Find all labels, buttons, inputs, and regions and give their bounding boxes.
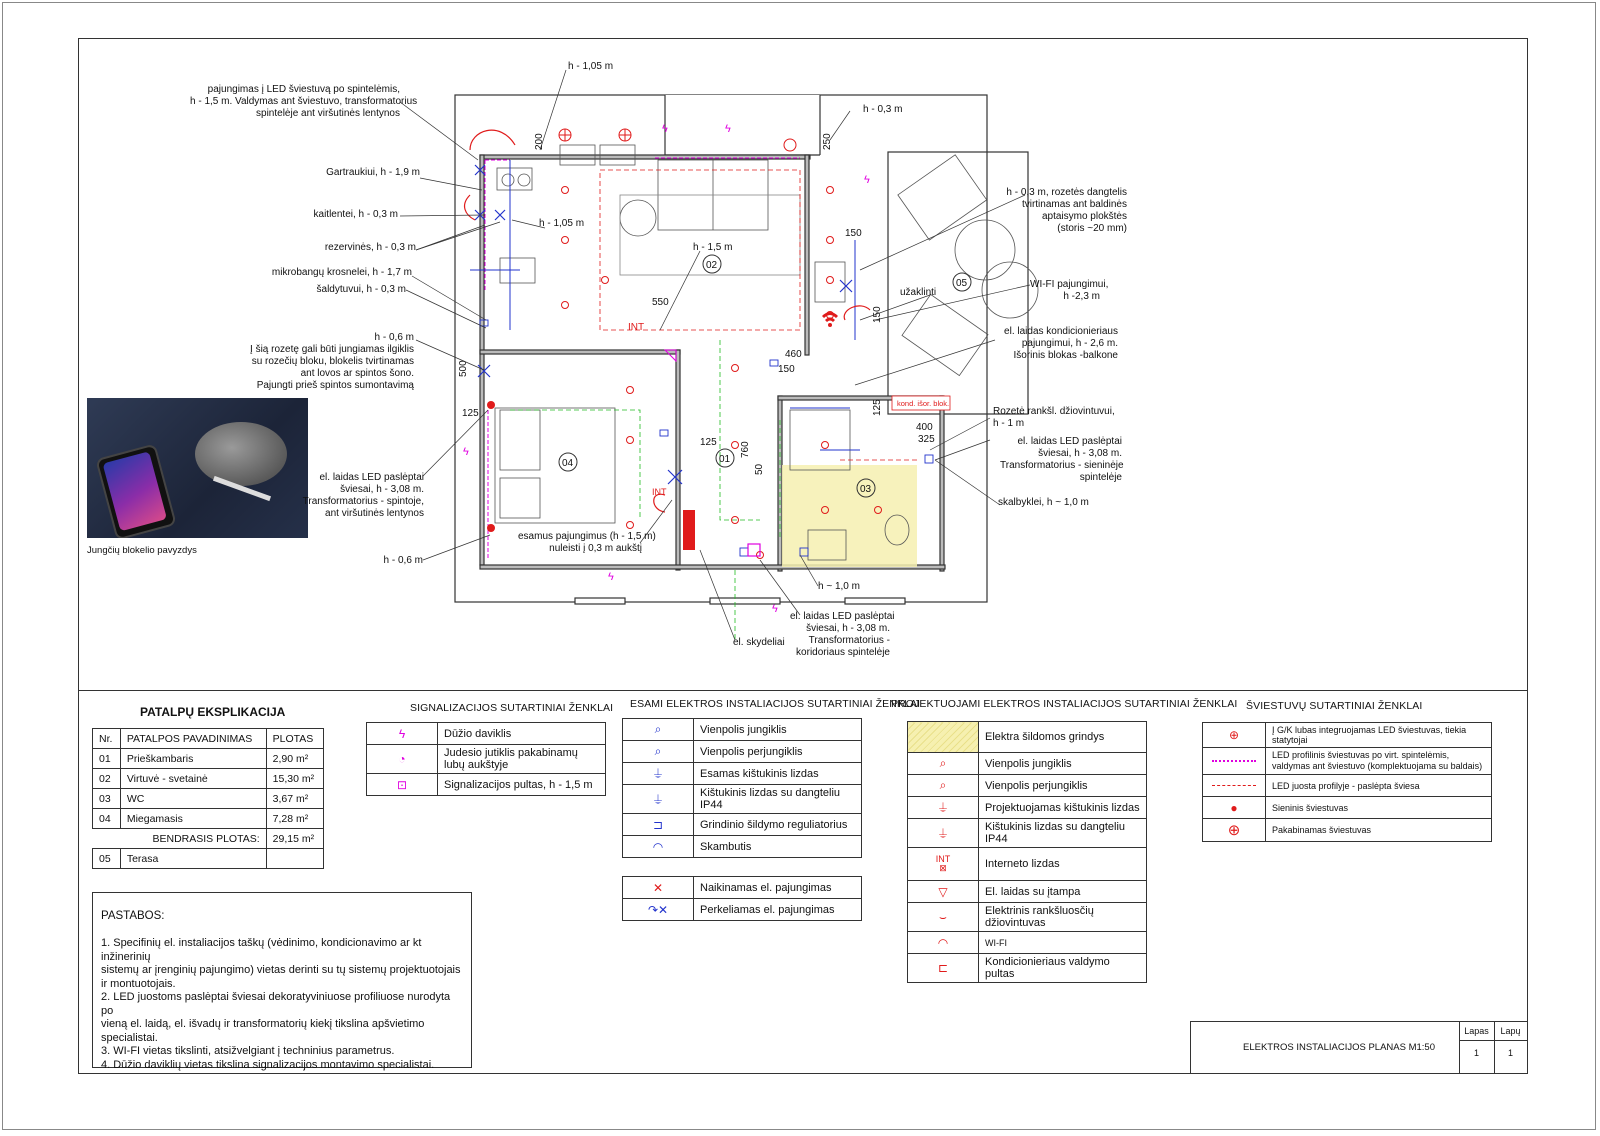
notes-box (92, 892, 472, 1071)
annotation-el-laidas-bottom: el. laidas LED paslėptai šviesai, h - 3,08 m. Transformatorius - koridoriaus spintelėje (790, 611, 895, 658)
svg-text:50: 50 (754, 463, 765, 475)
towel-dryer-icon: ⌣ (908, 903, 979, 932)
svg-text:500: 500 (458, 360, 469, 377)
total-label: BENDRASIS PLOTAS: (93, 829, 267, 849)
int-socket-label: INT (628, 322, 645, 333)
legend-row (623, 763, 862, 785)
cell-nr: 01 (93, 749, 121, 769)
two-way-switch-icon: ⌕ (623, 741, 694, 763)
svg-text:125: 125 (700, 437, 717, 448)
legend-label: Interneto lizdas (979, 848, 1147, 881)
legend-label: Į G/K lubas integruojamas LED šviestuvas, tiekia statytojai (1266, 723, 1492, 748)
note-line: ir montuotojais. (101, 977, 176, 990)
table-row (93, 769, 324, 789)
legend-row (908, 722, 1147, 753)
wall-light-icon: ● (1203, 797, 1266, 819)
table-row (93, 849, 324, 869)
wifi-icon (822, 312, 838, 327)
legend-row (908, 903, 1147, 932)
socket-ip44-icon: ⏚ (908, 819, 979, 848)
led-profile-line-icon (1203, 748, 1266, 775)
legend-row (908, 775, 1147, 797)
svg-text:150: 150 (845, 228, 862, 239)
svg-text:ϟ: ϟ (772, 603, 778, 615)
legend-label: LED profilinis šviestuvas po virt. spintelėmis, valdymas ant šviestuvo (komplektuojama su baldais) (1266, 748, 1492, 775)
legend-row (908, 753, 1147, 775)
annotation-h06-bottom: h - 0,6 m (383, 555, 423, 566)
legend-label: Perkeliamas el. pajungimas (694, 899, 862, 921)
charger-pad-image (195, 422, 287, 486)
plan-walls (455, 95, 1028, 604)
lapas-label: Lapas (1459, 1022, 1494, 1041)
annotation-rankslu: Rozetė rankšl. džiovintuvui, h - 1 m (993, 406, 1115, 429)
explication-title: PATALPŲ EKSPLIKACIJA (140, 705, 286, 719)
table-row (93, 809, 324, 829)
annotation-rozete-block: h - 0,6 m Į šią rozetę gali būti jungiamas ilgiklis su rozečių bloku, blokelis tvirtinamas ant lovos ar spintos šono. Pajungti prieš spintos sumontavimą (250, 332, 414, 391)
legend-label: Skambutis (694, 836, 862, 858)
switch-icon: ⌕ (623, 719, 694, 741)
annotation-kaitlentei: kaitlentei, h - 0,3 m (313, 209, 398, 220)
legend-row (908, 819, 1147, 848)
phone-image (95, 443, 177, 538)
annotation-h10-wc: h ~ 1,0 m (818, 581, 860, 592)
legend-row (1203, 775, 1492, 797)
note-line: 1. Specifinių el. instaliacijos taškų (vėdinimo, kondicionavimo ar kt inžinerinių (101, 937, 422, 963)
note-line: 3. WI-FI vietas tikslinti, atsižvelgiant į techninius parametrus. (101, 1045, 395, 1057)
svg-text:05: 05 (956, 278, 968, 289)
cell-area: 15,30 m² (266, 769, 323, 789)
cell-name: Miegamasis (120, 809, 266, 829)
legend-label: WI-FI (979, 932, 1147, 954)
header-area: PLOTAS (266, 729, 323, 749)
annotation-h03-rozetes: h - 0,3 m, rozetės dangtelis tvirtinamas ant baldinės aptaisymo plokštės (storis ~20 mm) (1006, 187, 1127, 234)
cell-nr: 04 (93, 809, 121, 829)
cell-area: 7,28 m² (266, 809, 323, 829)
legend-existing-title: ESAMI ELEKTROS INSTALIACIJOS SUTARTINIAI ŽENKLAI (630, 698, 921, 710)
legend-label: Dūžio daviklis (438, 723, 606, 745)
annotation-h03-top: h - 0,3 m (863, 104, 903, 115)
lapu-cell (1494, 1022, 1527, 1073)
legend-row (623, 877, 862, 899)
annotation-el-laidas-right: el. laidas LED paslėptai šviesai, h - 3,08 m. Transformatorius - sieninėje spintelėje (1000, 436, 1124, 483)
cell-nr: 03 (93, 789, 121, 809)
cell-nr: 05 (93, 849, 121, 869)
legend-projected-title: PROJEKTUOJAMI ELEKTROS INSTALIACIJOS SUTARTINIAI ŽENKLAI (891, 698, 1238, 710)
annotation-wifi: WI-FI pajungimui, h -2,3 m (1030, 279, 1109, 302)
annotation-saldytuvui: šaldytuvui, h - 0,3 m (316, 284, 406, 295)
legend-signal-title: SIGNALIZACIJOS SUTARTINIAI ŽENKLAI (410, 702, 614, 714)
cell-area (266, 849, 323, 869)
cell-name: Prieškambaris (120, 749, 266, 769)
legend-label: Vienpolis perjungiklis (694, 741, 862, 763)
explication-table (92, 728, 324, 869)
svg-text:250: 250 (822, 133, 833, 150)
legend-label: Kondicionieriaus valdymo pultas (979, 954, 1147, 983)
svg-text:125: 125 (462, 408, 479, 419)
annotation-rezervines: rezervinės, h - 0,3 m (324, 242, 416, 253)
photo-caption: Jungčių blokelio pavyzdys (87, 545, 197, 556)
led-tape-line-icon (1203, 775, 1266, 797)
legend-label: Sieninis šviestuvas (1266, 797, 1492, 819)
two-way-switch-icon: ⌕ (908, 775, 979, 797)
legend-row (623, 814, 862, 836)
annotation-h15-mid: h - 1,5 m (693, 242, 733, 253)
alarm-panel (748, 544, 760, 556)
annotation-skalbyklei: skalbyklei, h ~ 1,0 m (998, 497, 1089, 508)
note-line: 2. LED juostoms paslėptai šviesai dekoratyviniuose profiliuose nurodyta po (101, 991, 451, 1017)
svg-text:400: 400 (916, 422, 933, 433)
legend-row (1203, 748, 1492, 775)
legend-row (1203, 723, 1492, 748)
legend-projected-table (907, 721, 1147, 983)
legend-label: Judesio jutiklis pakabinamų lubų aukštyje (438, 745, 606, 774)
legend-label: Elektrinis rankšluosčių džiovintuvas (979, 903, 1147, 932)
legend-row (623, 785, 862, 814)
legend-label: Vienpolis jungiklis (979, 753, 1147, 775)
electric-panel (683, 510, 695, 550)
svg-text:02: 02 (706, 260, 718, 271)
cell-name: Terasa (120, 849, 266, 869)
annotation-h105-top: h - 1,05 m (568, 61, 614, 72)
annotation-kondicionieriaus: el. laidas kondicionieriaus pajungimui, h - 2,6 m. Išorinis blokas -balkone (1004, 326, 1118, 361)
table-row (93, 789, 324, 809)
lapu-label: Lapų (1494, 1022, 1527, 1041)
lapas-value: 1 (1473, 1048, 1479, 1058)
svg-text:01: 01 (719, 454, 731, 465)
legend-label: Vienpolis perjungiklis (979, 775, 1147, 797)
legend-lights-table (1202, 722, 1492, 842)
socket-icon: ⏚ (623, 763, 694, 785)
total-value: 29,15 m² (266, 829, 323, 849)
legend-row (908, 954, 1147, 983)
note-line: sistemų ar įrenginių pajungimo) vietas derinti su tų sistemų projektuotojais (101, 964, 461, 976)
annotation-mikrobangu: mikrobangų krosnelei, h - 1,7 m (271, 267, 412, 278)
legend-row (908, 848, 1147, 881)
internet-socket-icon: INT ⊠ (908, 848, 979, 881)
svg-text:125: 125 (872, 399, 883, 416)
notes-title: PASTABOS: (101, 910, 165, 922)
legend-label: Kištukinis lizdas su dangteliu IP44 (694, 785, 862, 814)
legend-divider (78, 690, 1528, 691)
total-row (93, 829, 324, 849)
svg-text:ϟ: ϟ (725, 123, 731, 135)
doorbell-icon: ◠ (623, 836, 694, 858)
connector-block-photo (87, 398, 308, 538)
wiring-green (510, 340, 780, 640)
legend-label: Vienpolis jungiklis (694, 719, 862, 741)
legend-label: Kištukinis lizdas su dangteliu IP44 (979, 819, 1147, 848)
legend-lights-title: ŠVIESTUVŲ SUTARTINIAI ŽENKLAI (1246, 700, 1423, 712)
live-cable-icon: ▽ (908, 881, 979, 903)
legend-row (367, 774, 606, 796)
pendant-light-icon: ⊕ (1203, 819, 1266, 842)
legend-label: LED juosta profilyje - paslėpta šviesa (1266, 775, 1492, 797)
legend-label: El. laidas su įtampa (979, 881, 1147, 903)
legend-row (623, 741, 862, 763)
annotation-skydeliai: el. skydeliai (733, 637, 785, 648)
legend-existing-table (622, 718, 862, 858)
int-socket-label-2: INT (652, 487, 667, 497)
alarm-panel-icon: ⊡ (367, 774, 438, 796)
svg-text:760: 760 (740, 441, 751, 458)
annotation-esamus: esamus pajungimus (h - 1,5 m) nuleisti į 0,3 m aukštį (518, 531, 656, 554)
svg-text:460: 460 (785, 349, 802, 360)
led-profile-lines (485, 158, 800, 560)
svg-text:550: 550 (652, 297, 669, 308)
socket-ip44-icon: ⏚ (623, 785, 694, 814)
annotation-uzaklinti: užaklinti (900, 287, 937, 298)
explication-header-row (93, 729, 324, 749)
header-nr: Nr. (93, 729, 121, 749)
svg-text:325: 325 (918, 434, 935, 445)
ac-remote-icon: ⊏ (908, 954, 979, 983)
title-cell (1191, 1022, 1460, 1073)
drawing-title: ELEKTROS INSTALIACIJOS PLANAS M1:50 (1243, 1042, 1435, 1053)
legend-row (623, 836, 862, 858)
annotation-el-laidas-left: el. laidas LED paslėptai šviesai, h - 3,08 m. Transformatorius - spintoje, ant viršutinės lentynos (302, 472, 424, 519)
annotation-gartraukiui: Gartraukiui, h - 1,9 m (326, 167, 420, 178)
cell-area: 3,67 m² (266, 789, 323, 809)
svg-text:04: 04 (562, 458, 574, 469)
svg-text:ϟ: ϟ (662, 123, 668, 135)
legend-row (908, 797, 1147, 819)
glass-break-icon: ϟ (367, 723, 438, 745)
cell-name: WC (120, 789, 266, 809)
removed-connection-icon: ✕ (623, 877, 694, 899)
legend-label: Grindinio šildymo reguliatorius (694, 814, 862, 836)
kond-label: kond. išor. blok. (897, 399, 950, 408)
svg-text:150: 150 (778, 364, 795, 375)
wifi-icon: ◠ (908, 932, 979, 954)
socket-icon: ⏚ (908, 797, 979, 819)
legend-label: Pakabinamas šviestuvas (1266, 819, 1492, 842)
int-text: INT (935, 854, 951, 864)
svg-text:ϟ: ϟ (463, 446, 469, 458)
legend-row (1203, 797, 1492, 819)
floor-heating-regulator-icon: ⊐ (623, 814, 694, 836)
legend-row (908, 881, 1147, 903)
cell-name: Virtuvė - svetainė (120, 769, 266, 789)
note-line: vieną el. laidą, el. išvadų ir transformatorių kiekį tikslina apšvietimo specialistai. (101, 1018, 425, 1044)
legend-label: Projektuojamas kištukinis lizdas (979, 797, 1147, 819)
annotation-h105-mid: h - 1,05 m (539, 218, 585, 229)
header-name: PATALPOS PAVADINIMAS (120, 729, 266, 749)
note-line: 4. Dūžio daviklių vietas tikslina signalizacijos montavimo specialistai. (101, 1058, 435, 1071)
legend-row (623, 719, 862, 741)
svg-text:ϟ: ϟ (864, 174, 870, 186)
cell-nr: 02 (93, 769, 121, 789)
title-block (1190, 1021, 1528, 1074)
annotation-led-top: pajungimas į LED šviestuvą po spintelėmis, h - 1,5 m. Valdymas ant šviestuvo, transformatorius spintelėje ant viršutinės lentynos (190, 84, 418, 119)
legend-label: Naikinamas el. pajungimas (694, 877, 862, 899)
legend-row (908, 932, 1147, 954)
legend-removed-table (622, 876, 862, 921)
legend-row (367, 745, 606, 774)
legend-row (367, 723, 606, 745)
moved-connection-icon: ↷✕ (623, 899, 694, 921)
legend-label: Elektra šildomos grindys (979, 722, 1147, 753)
svg-text:03: 03 (860, 484, 872, 495)
notes-list (101, 937, 463, 1072)
svg-text:200: 200 (534, 133, 545, 150)
legend-label: Signalizacijos pultas, h - 1,5 m (438, 774, 606, 796)
ceiling-light-icon: ⊕ (1203, 723, 1266, 748)
svg-text:150: 150 (872, 306, 883, 323)
legend-label: Esamas kištukinis lizdas (694, 763, 862, 785)
switch-icon: ⌕ (908, 753, 979, 775)
legend-signal-table (366, 722, 606, 796)
floor-heating-area (782, 465, 917, 567)
motion-sensor-icon: ◔ (367, 745, 438, 774)
svg-text:ϟ: ϟ (608, 571, 614, 583)
legend-row (623, 899, 862, 921)
floor-heating-swatch (908, 722, 979, 753)
table-row (93, 749, 324, 769)
cell-area: 2,90 m² (266, 749, 323, 769)
lapas-cell (1459, 1022, 1495, 1073)
lapu-value: 1 (1507, 1048, 1513, 1058)
legend-row (1203, 819, 1492, 842)
